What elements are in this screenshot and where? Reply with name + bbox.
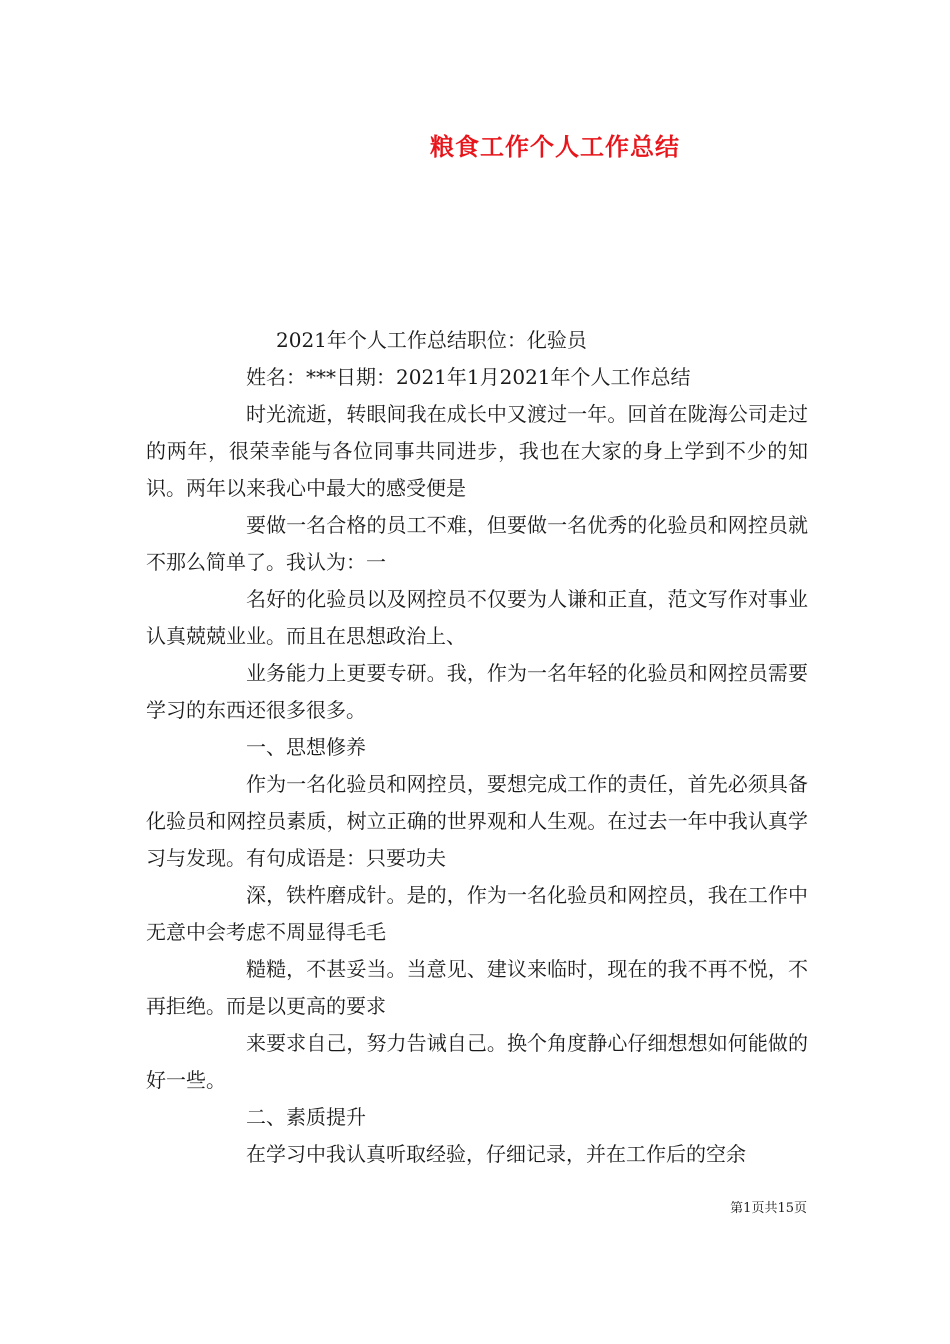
document-body: [146, 322, 808, 1173]
paragraph: 时光流逝，转眼间我在成长中又渡过一年。回首在陇海公司走过的两年，很荣幸能与各位同事共同进步，我也在大家的身上学到不少的知识。两年以来我心中最大的感受便是: [146, 402, 808, 500]
paragraph: 业务能力上更要专研。我，作为一名年轻的化验员和网控员需要学习的东西还很多很多。: [146, 661, 808, 722]
paragraph: 在学习中我认真听取经验，仔细记录，并在工作后的空余: [246, 1142, 746, 1166]
paragraph: 来要求自己，努力告诫自己。换个角度静心仔细想想如何能做的好一些。: [146, 1031, 808, 1092]
page-number-footer: 第1页共15页: [730, 1201, 807, 1216]
section-heading: 一、思想修养: [246, 735, 366, 759]
paragraph: 糙糙，不甚妥当。当意见、建议来临时，现在的我不再不悦，不再拒绝。而是以更高的要求: [146, 957, 808, 1018]
paragraph: 名好的化验员以及网控员不仅要为人谦和正直，范文写作对事业认真兢兢业业。而且在思想政治上、: [146, 587, 808, 648]
paragraph-header-line: 2021年个人工作总结职位：化验员: [276, 328, 587, 352]
document-title: 粮食工作个人工作总结: [430, 133, 680, 161]
section-heading: 二、素质提升: [246, 1105, 366, 1129]
paragraph: 深，铁杵磨成针。是的，作为一名化验员和网控员，我在工作中无意中会考虑不周显得毛毛: [146, 883, 808, 944]
paragraph: 作为一名化验员和网控员，要想完成工作的责任，首先必须具备化验员和网控员素质，树立正确的世界观和人生观。在过去一年中我认真学习与发现。有句成语是：只要功夫: [146, 772, 808, 870]
paragraph-name-date: 姓名：***日期：2021年1月2021年个人工作总结: [246, 365, 691, 389]
paragraph: 要做一名合格的员工不难，但要做一名优秀的化验员和网控员就不那么简单了。我认为：一: [146, 513, 808, 574]
